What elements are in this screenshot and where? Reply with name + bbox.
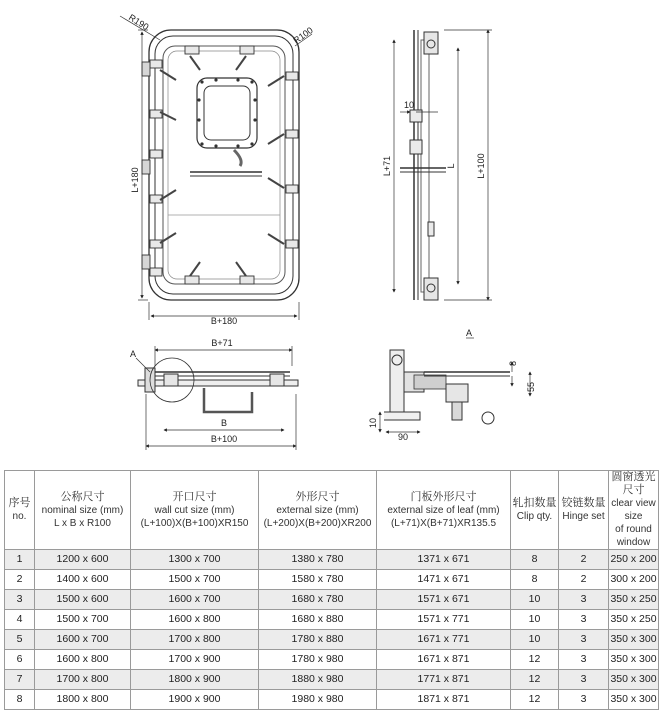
door-frame-outer [149, 30, 299, 300]
cell-nominal-size: 1600 x 700 [35, 630, 131, 650]
cell-clip-qty: 8 [511, 550, 559, 570]
cell-external-size: 1580 x 780 [259, 570, 377, 590]
cell-external-size: 1380 x 780 [259, 550, 377, 570]
cell-external-size: 1780 x 980 [259, 650, 377, 670]
dim-b71-label: B+71 [211, 338, 233, 348]
cell-leaf-size: 1671 x 871 [377, 650, 511, 670]
cell-nominal-size: 1600 x 800 [35, 650, 131, 670]
dim-width-label: B+180 [210, 316, 238, 326]
side-view [400, 30, 446, 300]
cell-no: 7 [5, 670, 35, 690]
dim-l71-label: L+71 [382, 155, 392, 177]
cell-leaf-size: 1471 x 671 [377, 570, 511, 590]
cell-nominal-size: 1400 x 600 [35, 570, 131, 590]
cell-clear-view-size: 300 x 200 [609, 570, 659, 590]
dim-height-label: L+180 [130, 167, 140, 193]
cell-no: 3 [5, 590, 35, 610]
cell-clip-qty: 12 [511, 670, 559, 690]
detail-a-title: A [466, 328, 473, 338]
dim-b-label: B [220, 418, 228, 428]
table-row [5, 650, 659, 670]
dim-r190-label: R190 [126, 12, 151, 33]
table-row [5, 590, 659, 610]
section-label-a: A [130, 349, 137, 359]
cell-no: 5 [5, 630, 35, 650]
cell-wall-cut-size: 1300 x 700 [131, 550, 259, 570]
cell-leaf-size: 1671 x 771 [377, 630, 511, 650]
cell-clear-view-size: 350 x 250 [609, 590, 659, 610]
cell-leaf-size: 1571 x 671 [377, 590, 511, 610]
cell-external-size: 1980 x 980 [259, 690, 377, 710]
header-wall-cut-size: 开口尺寸 wall cut size (mm) (L+100)X(B+100)XR150 [131, 471, 259, 550]
cell-clear-view-size: 350 x 300 [609, 650, 659, 670]
cell-no: 4 [5, 610, 35, 630]
cell-hinge-set: 3 [559, 630, 609, 650]
cell-wall-cut-size: 1700 x 900 [131, 650, 259, 670]
cell-nominal-size: 1200 x 600 [35, 550, 131, 570]
dim-90-label: 90 [397, 432, 409, 442]
cell-leaf-size: 1771 x 871 [377, 670, 511, 690]
cell-leaf-size: 1871 x 871 [377, 690, 511, 710]
cell-clear-view-size: 350 x 300 [609, 670, 659, 690]
header-clip-qty: 轧扣数量 Clip qty. [511, 471, 559, 550]
table-row [5, 630, 659, 650]
dim-55-label: 55 [526, 381, 536, 392]
cell-hinge-set: 3 [559, 610, 609, 630]
cell-clear-view-size: 250 x 200 [609, 550, 659, 570]
cell-clip-qty: 10 [511, 590, 559, 610]
table-row [5, 550, 659, 570]
detail-a-view [384, 350, 510, 424]
front-view [142, 30, 299, 300]
cell-hinge-set: 3 [559, 650, 609, 670]
cell-clip-qty: 12 [511, 650, 559, 670]
cell-nominal-size: 1700 x 800 [35, 670, 131, 690]
cell-nominal-size: 1500 x 700 [35, 610, 131, 630]
table-row [5, 670, 659, 690]
cell-external-size: 1680 x 880 [259, 610, 377, 630]
dim-10-side-label: 10 [404, 100, 415, 110]
cell-wall-cut-size: 1500 x 700 [131, 570, 259, 590]
header-no: 序号 no. [5, 471, 35, 550]
cell-clip-qty: 12 [511, 690, 559, 710]
cell-leaf-size: 1371 x 671 [377, 550, 511, 570]
cell-clear-view-size: 350 x 300 [609, 690, 659, 710]
cell-clip-qty: 8 [511, 570, 559, 590]
dim-b100-label: B+100 [210, 434, 238, 444]
cell-hinge-set: 3 [559, 590, 609, 610]
table-row [5, 690, 659, 710]
header-nominal-size: 公称尺寸 nominal size (mm) L x B x R100 [35, 471, 131, 550]
cell-wall-cut-size: 1900 x 900 [131, 690, 259, 710]
cell-no: 1 [5, 550, 35, 570]
cell-external-size: 1780 x 880 [259, 630, 377, 650]
cell-external-size: 1680 x 780 [259, 590, 377, 610]
cell-wall-cut-size: 1600 x 700 [131, 590, 259, 610]
section-view [138, 358, 298, 412]
dim-l-label: L [446, 163, 456, 169]
cell-clip-qty: 10 [511, 630, 559, 650]
dim-10-detail-label: 10 [368, 417, 378, 428]
cell-wall-cut-size: 1700 x 800 [131, 630, 259, 650]
cell-clear-view-size: 350 x 250 [609, 610, 659, 630]
dim-r100-label: R100 [291, 25, 315, 46]
door-leaf [163, 46, 285, 284]
cell-leaf-size: 1571 x 771 [377, 610, 511, 630]
cell-nominal-size: 1500 x 600 [35, 590, 131, 610]
spec-table [4, 470, 659, 710]
cell-clear-view-size: 350 x 300 [609, 630, 659, 650]
table-row [5, 570, 659, 590]
cell-external-size: 1880 x 980 [259, 670, 377, 690]
cell-hinge-set: 3 [559, 670, 609, 690]
cell-no: 6 [5, 650, 35, 670]
cell-wall-cut-size: 1800 x 900 [131, 670, 259, 690]
header-hinge-set: 铰链数量 Hinge set [559, 471, 609, 550]
table-row [5, 610, 659, 630]
cell-wall-cut-size: 1600 x 800 [131, 610, 259, 630]
header-external-size: 外形尺寸 external size (mm) (L+200)X(B+200)XR200 [259, 471, 377, 550]
cell-clip-qty: 10 [511, 610, 559, 630]
cell-no: 2 [5, 570, 35, 590]
header-clear-view-size: 圆窗透光尺寸 clear view size of round window [609, 471, 659, 550]
cell-hinge-set: 2 [559, 550, 609, 570]
cell-no: 8 [5, 690, 35, 710]
cell-hinge-set: 2 [559, 570, 609, 590]
door-frame-inner [155, 36, 293, 294]
cell-nominal-size: 1800 x 800 [35, 690, 131, 710]
dim-8-label: 8 [508, 360, 518, 366]
table-header-row [5, 471, 659, 550]
cell-hinge-set: 3 [559, 690, 609, 710]
window-glass [204, 86, 250, 140]
dim-l100-label: L+100 [476, 153, 486, 179]
header-leaf-size: 门板外形尺寸 external size of leaf (mm) (L+71)X(B+71)XR135.5 [377, 471, 511, 550]
